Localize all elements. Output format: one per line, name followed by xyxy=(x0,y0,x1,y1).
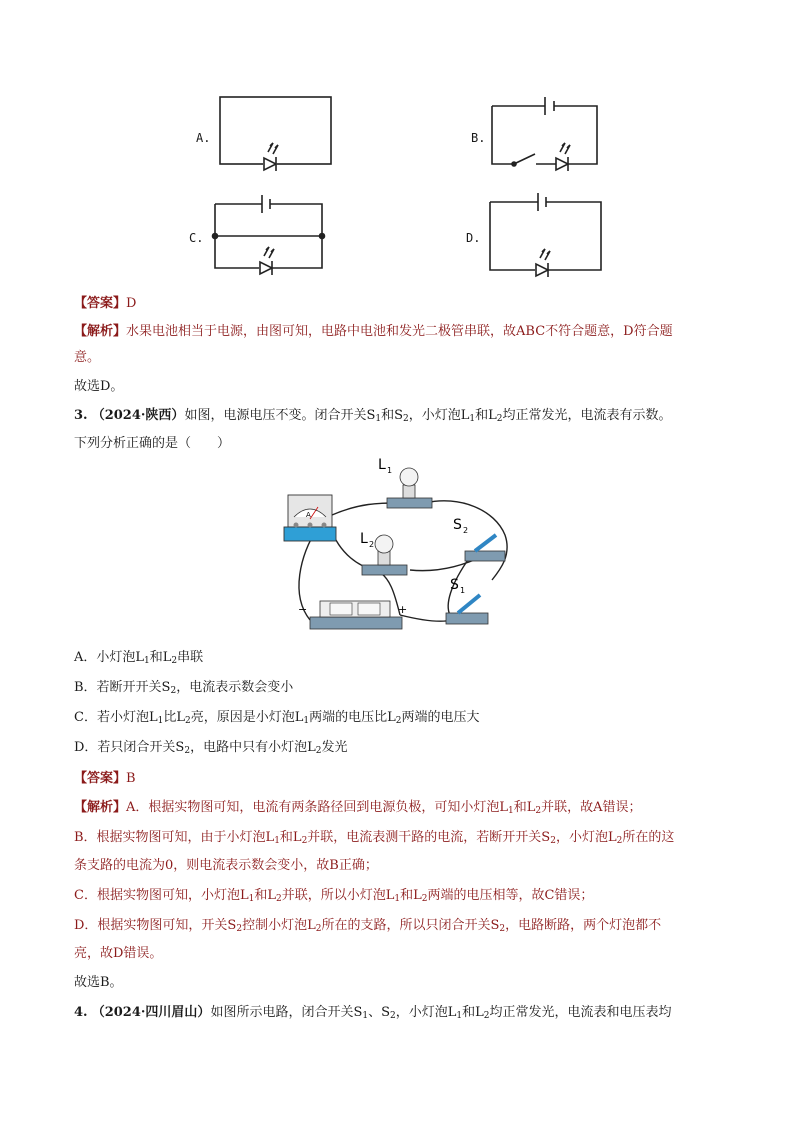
q3-analysis-d-line-2: 亮，故D错误。 xyxy=(74,946,163,961)
q3-stem-line-1 xyxy=(74,406,671,426)
text: 串联 xyxy=(177,650,204,665)
q3-option-c xyxy=(74,708,479,728)
circuit-options-figure xyxy=(0,0,794,290)
text: 、S xyxy=(368,1005,390,1020)
label-s2-sub: 2 xyxy=(463,526,469,535)
label-l1-sub: 1 xyxy=(387,466,393,475)
q3-option-d xyxy=(74,738,347,758)
text: A．小灯泡L xyxy=(74,650,145,665)
text: B．若断开开关S xyxy=(74,680,171,695)
q3-analysis-b-line-1 xyxy=(74,828,674,848)
q3-analysis-d-line-1 xyxy=(74,916,661,936)
label-s1: S xyxy=(450,577,459,593)
text: B．根据实物图可知，由于小灯泡L xyxy=(74,830,275,845)
sub: 2 xyxy=(301,836,308,846)
circuit-d xyxy=(490,193,601,277)
label-s2: S xyxy=(453,517,462,533)
lamp-l1 xyxy=(387,468,432,508)
sub: 2 xyxy=(535,806,542,816)
sub: 1 xyxy=(303,716,310,726)
sub: 2 xyxy=(402,414,409,424)
text: A．根据实物图可知，电流有两条路径回到电源负极，可知小灯泡L xyxy=(126,800,509,815)
text: 两端的电压比L xyxy=(309,710,396,725)
circuit-a xyxy=(220,97,331,171)
question-number: 4. xyxy=(74,1005,88,1020)
battery-minus: − xyxy=(298,603,308,616)
stem-text: 和L xyxy=(475,408,497,423)
sub: 2 xyxy=(550,836,556,846)
text: 和L xyxy=(462,1005,484,1020)
text: 并联，故A错误； xyxy=(541,800,642,815)
answer-tag: 【答案】 xyxy=(74,771,127,786)
analysis-tag: 【解析】 xyxy=(74,324,127,339)
q3-circuit-photo-figure xyxy=(270,455,530,640)
text: 两端的电压相等，故C错误； xyxy=(427,888,594,903)
sub: 1 xyxy=(508,806,514,816)
sub: 2 xyxy=(315,746,322,756)
q4-stem-line-1 xyxy=(74,1003,671,1023)
text: ，小灯泡L xyxy=(395,1005,457,1020)
sub: 2 xyxy=(170,686,177,696)
sub: 2 xyxy=(421,894,428,904)
text: 亮，原因是小灯泡L xyxy=(190,710,304,725)
sub: 1 xyxy=(456,1011,463,1021)
text: ，电流表示数会变小 xyxy=(176,680,294,695)
sub: 2 xyxy=(184,716,191,726)
stem-text: 和S xyxy=(381,408,403,423)
text: 控制小灯泡L xyxy=(242,918,316,933)
sub: 2 xyxy=(171,656,178,666)
circuit-d-label: D. xyxy=(466,231,481,245)
question-number: 3. xyxy=(74,408,88,423)
q3-answer-line xyxy=(74,769,136,789)
circuit-b-label: B. xyxy=(471,131,486,145)
answer-value: D xyxy=(126,296,137,311)
q2-conclusion: 故选D。 xyxy=(74,379,124,394)
text: 和L xyxy=(279,830,302,845)
sub: 2 xyxy=(496,414,503,424)
switch-s1 xyxy=(446,595,488,624)
label-l2-sub: 2 xyxy=(369,540,375,549)
sub: 2 xyxy=(184,746,191,756)
q3-option-a xyxy=(74,648,203,668)
analysis-tag: 【解析】 xyxy=(74,800,127,815)
stem-text: ，小灯泡L xyxy=(408,408,470,423)
text: 如图所示电路，闭合开关S xyxy=(210,1005,363,1020)
circuit-b xyxy=(492,97,597,171)
label-l1: L xyxy=(378,457,386,473)
text: 并联，电流表测干路的电流，若断开开关S xyxy=(307,830,551,845)
text: D．根据实物图可知，开关S xyxy=(74,918,237,933)
text: C．根据实物图可知，小灯泡L xyxy=(74,888,249,903)
sub: 1 xyxy=(362,1011,369,1021)
sub: 1 xyxy=(144,656,150,666)
switch-s2 xyxy=(465,535,505,561)
sub: 2 xyxy=(315,924,322,934)
sub: 2 xyxy=(483,1011,490,1021)
q3-stem-line-2: 下列分析正确的是（ ） xyxy=(74,436,231,451)
q3-analysis-c xyxy=(74,886,593,906)
q3-analysis-a xyxy=(74,798,642,818)
q3-option-b xyxy=(74,678,293,698)
sub: 1 xyxy=(394,894,401,904)
text: C．若小灯泡L xyxy=(74,710,158,725)
sub: 2 xyxy=(395,716,402,726)
sub: 2 xyxy=(389,1011,396,1021)
sub: 1 xyxy=(375,414,382,424)
circuit-a-label: A. xyxy=(196,131,211,145)
label-l2: L xyxy=(360,531,368,547)
analysis-text: 水果电池相当于电源，由图可知，电路中电池和发光二极管串联，故ABC不符合题意，D符合题 xyxy=(126,324,673,339)
text: 和L xyxy=(513,800,536,815)
stem-text: 如图，电源电压不变。闭合开关S xyxy=(184,408,376,423)
text: 和L xyxy=(149,650,172,665)
battery-plus: + xyxy=(398,603,408,616)
text: 两端的电压大 xyxy=(401,710,480,725)
text: ，电路中只有小灯泡L xyxy=(190,740,316,755)
text: ，小灯泡L xyxy=(555,830,617,845)
answer-tag: 【答案】 xyxy=(74,296,127,311)
sub: 1 xyxy=(248,894,255,904)
battery-holder xyxy=(310,601,402,629)
circuit-c xyxy=(213,195,325,275)
answer-value: B xyxy=(126,771,136,786)
sub: 2 xyxy=(616,836,623,846)
q2-analysis-line-2: 意。 xyxy=(74,350,101,365)
text: 均正常发光，电流表和电压表均 xyxy=(489,1005,672,1020)
sub: 2 xyxy=(275,894,282,904)
question-source: （2024·陕西） xyxy=(91,408,185,423)
sub: 1 xyxy=(469,414,476,424)
text: 和L xyxy=(400,888,422,903)
text: 所在的支路，所以只闭合开关S xyxy=(321,918,500,933)
text: 发光 xyxy=(321,740,348,755)
sub: 2 xyxy=(236,924,243,934)
sub: 1 xyxy=(274,836,280,846)
text: D．若只闭合开关S xyxy=(74,740,185,755)
q2-answer-line xyxy=(74,294,136,314)
text: 并联，所以小灯泡L xyxy=(281,888,395,903)
q3-analysis-b-line-2: 条支路的电流为0，则电流表示数会变小，故B正确； xyxy=(74,858,378,873)
stem-text: 均正常发光，电流表有示数。 xyxy=(502,408,672,423)
text: 和L xyxy=(254,888,276,903)
text: 所在的这 xyxy=(622,830,675,845)
question-source: （2024·四川眉山） xyxy=(91,1005,211,1020)
label-s1-sub: 1 xyxy=(460,586,466,595)
sub: 2 xyxy=(499,924,506,934)
text: 比L xyxy=(163,710,185,725)
circuit-c-label: C. xyxy=(189,231,204,245)
q3-conclusion: 故选B。 xyxy=(74,975,123,990)
ammeter-a: A xyxy=(306,511,311,519)
q2-analysis-line-1 xyxy=(74,322,673,342)
sub: 1 xyxy=(157,716,164,726)
text: ，电路断路，两个灯泡都不 xyxy=(505,918,662,933)
